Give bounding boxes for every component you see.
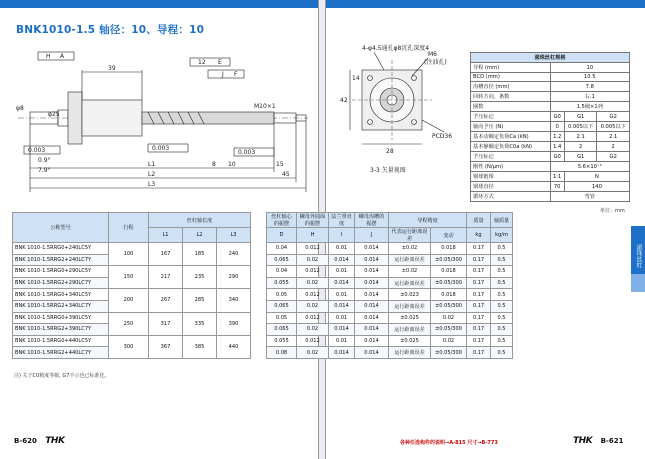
table-cell: ±0.05/300 <box>431 324 467 336</box>
table-cell: 0.5 <box>491 254 513 266</box>
col-runout-h: 螺母外圆面的振摆 <box>297 213 329 228</box>
table-cell: 250 <box>109 312 149 335</box>
col-groove-j: 螺母沟槽的振摆 <box>355 213 389 228</box>
spec-val: 0 <box>550 122 564 132</box>
spec-key: 刚性 (N/μm) <box>471 162 551 172</box>
spec-val: 1.2 <box>550 132 564 142</box>
section-pcd: PCD36 <box>432 133 453 140</box>
dim-39: 39 <box>108 65 116 72</box>
nut-section-view <box>340 40 460 180</box>
col-l2: L2 <box>183 228 217 243</box>
tol-1: 0.003 <box>28 147 46 154</box>
table-cell: 0.065 <box>267 324 297 336</box>
table-cell: 0.5 <box>491 312 513 324</box>
col-fluctuation: 变动 <box>431 228 467 243</box>
section-dim14: 14 <box>352 75 360 82</box>
col-perp-i: 法兰垂直度 <box>329 213 355 228</box>
page-number-left: B-620 <box>14 437 37 445</box>
spec-key: 导程 (mm) <box>471 63 551 73</box>
table-cell: 0.014 <box>329 300 355 312</box>
table-cell: ±0.05/300 <box>431 300 467 312</box>
column-gap <box>251 266 267 289</box>
thk-logo-right: THK <box>573 436 593 446</box>
col-l3: L3 <box>217 228 251 243</box>
spec-val: 1.5圈×1列 <box>550 102 630 112</box>
cross-reference: 各种任选构件的说明→A-815 尺寸→B-773 <box>400 440 498 446</box>
table-cell: 100 <box>109 243 149 266</box>
table-cell: BNK 1010-1.5RRG0+340LC5Y <box>13 289 109 301</box>
section-caption: 3-3 矢量视图 <box>370 167 406 174</box>
table-cell: 285 <box>183 289 217 312</box>
table-cell: BNK 1010-1.5RRG2+390LC7Y <box>13 324 109 336</box>
spec-val: 右,1 <box>550 92 630 102</box>
spec-val: G1 <box>564 112 597 122</box>
col-i: I <box>329 228 355 243</box>
page-title: BNK1010-1.5 轴径：10、导程：10 <box>16 24 205 36</box>
table-cell: 0.17 <box>467 324 491 336</box>
table-cell: 0.014 <box>355 324 389 336</box>
col-d: D <box>267 228 297 243</box>
col-mass: 质量 <box>467 213 491 228</box>
spec-key: 圈数 <box>471 102 551 112</box>
label-f: F <box>234 71 238 78</box>
footer-right <box>573 436 623 446</box>
table-cell: 0.04 <box>267 266 297 278</box>
dim-45: 45 <box>282 171 290 178</box>
spec-val: 10 <box>550 63 630 73</box>
dim-l3: L3 <box>148 181 156 188</box>
table-cell: 0.01 <box>329 312 355 324</box>
table-cell: 运行距离误差 <box>389 254 431 266</box>
spec-key: 基本静额定负荷C0a (kN) <box>471 142 551 152</box>
table-cell: 0.01 <box>329 243 355 255</box>
table-cell: 0.055 <box>267 277 297 289</box>
col-shaft-mass: 轴质量 <box>491 213 513 228</box>
table-cell: 0.02 <box>431 312 467 324</box>
table-cell: 0.014 <box>355 289 389 301</box>
table-cell: 0.01 <box>329 266 355 278</box>
table-cell: 0.014 <box>355 347 389 359</box>
section-hole-label: 4-φ4.5通孔φ8沉孔深度4 <box>362 45 430 52</box>
spec-val: 140 <box>564 182 629 192</box>
table-cell: ±0.023 <box>389 289 431 301</box>
dim-l2: L2 <box>148 171 156 178</box>
dim-phi25: φ25 <box>48 111 60 118</box>
col-lead-accuracy: 导程精度 <box>389 213 467 228</box>
table-cell: 217 <box>149 266 183 289</box>
table-cell: 0.02 <box>297 254 329 266</box>
table-cell: 0.04 <box>267 243 297 255</box>
table-cell: 267 <box>149 289 183 312</box>
side-tab-marker <box>631 274 645 292</box>
column-gap <box>251 243 267 266</box>
table-cell: 440 <box>217 335 251 358</box>
tol-3: 0.003 <box>238 149 256 156</box>
col-kgm: kg/m <box>491 228 513 243</box>
table-cell: BNK 1010-1.5RRG0+240LC5Y <box>13 243 109 255</box>
model-table <box>12 212 513 359</box>
table-cell: 0.065 <box>267 300 297 312</box>
spec-header: 滚珠丝杠规格 <box>471 53 630 63</box>
spec-val: 2 <box>564 142 597 152</box>
ang-2: 7.9° <box>38 167 51 174</box>
table-cell: 0.02 <box>297 300 329 312</box>
table-cell: 0.012 <box>297 335 329 347</box>
table-cell: 0.01 <box>329 335 355 347</box>
col-kg: kg <box>467 228 491 243</box>
spec-key: 钢球直径 <box>471 182 551 192</box>
footer-left <box>14 436 64 446</box>
dim-l1: L1 <box>148 161 156 168</box>
table-cell: 0.014 <box>329 324 355 336</box>
table-cell: ±0.05/300 <box>431 254 467 266</box>
label-e: E <box>218 59 222 66</box>
spec-key: 循环方式 <box>471 192 551 202</box>
tol-2: 0.003 <box>152 145 170 152</box>
spec-val: 5.6×10⁻² <box>550 162 630 172</box>
table-cell: BNK 1010-1.5RRG0+390LC5Y <box>13 312 109 324</box>
spec-val: 0.005以下 <box>597 122 630 132</box>
spec-val: 10.5 <box>550 73 630 82</box>
table-cell: 0.012 <box>297 243 329 255</box>
table-cell: BNK 1010-1.5RRG2+240LC7Y <box>13 254 109 266</box>
spec-val: 1:1 <box>550 172 564 182</box>
table-cell: BNK 1010-1.5RRG0+440LC5Y <box>13 335 109 347</box>
table-cell: 运行距离误差 <box>389 324 431 336</box>
column-gap <box>251 335 267 358</box>
table-cell: 0.5 <box>491 289 513 301</box>
table-cell: 390 <box>217 312 251 335</box>
table-cell: 0.014 <box>355 300 389 312</box>
table-row <box>13 335 513 347</box>
col-l1: L1 <box>149 228 183 243</box>
table-cell: 0.17 <box>467 335 491 347</box>
table-cell: 0.014 <box>355 266 389 278</box>
table-cell: 0.01 <box>329 289 355 301</box>
top-bar-right <box>326 0 645 8</box>
table-cell: 0.17 <box>467 289 491 301</box>
spec-val: 70 <box>550 182 564 192</box>
spec-val: G1 <box>564 152 597 162</box>
dim-8: 8 <box>212 161 216 168</box>
table-cell: 0.17 <box>467 277 491 289</box>
spec-val: 2.1 <box>564 132 597 142</box>
table-cell: 0.014 <box>329 254 355 266</box>
spec-key: 回转方向、条数 <box>471 92 551 102</box>
table-cell: 335 <box>183 312 217 335</box>
table-cell: 0.012 <box>297 289 329 301</box>
table-cell: 0.014 <box>329 347 355 359</box>
table-cell: 167 <box>149 243 183 266</box>
table-cell: ±0.02 <box>389 243 431 255</box>
spec-val: 1.4 <box>550 142 564 152</box>
spec-val: N <box>564 172 629 182</box>
dim-10: 10 <box>228 161 236 168</box>
table-cell: 运行距离误差 <box>389 277 431 289</box>
table-cell: BNK 1010-1.5RRG2+440LC7Y <box>13 347 109 359</box>
dim-15: 15 <box>276 161 284 168</box>
label-h: H <box>46 53 51 60</box>
table-cell: 0.014 <box>355 312 389 324</box>
label-a: A <box>60 53 65 60</box>
table-cell: 0.5 <box>491 347 513 359</box>
table-cell: 0.5 <box>491 324 513 336</box>
table-cell: BNK 1010-1.5RRG0+290LC5Y <box>13 266 109 278</box>
col-j: J <box>355 228 389 243</box>
table-row <box>13 312 513 324</box>
table-cell: 317 <box>149 312 183 335</box>
col-travel-error: 代表运行距离误差 <box>389 228 431 243</box>
table-cell: 0.5 <box>491 335 513 347</box>
table-cell: 0.065 <box>267 254 297 266</box>
table-cell: 0.5 <box>491 266 513 278</box>
top-bar-left <box>0 0 318 8</box>
side-tab: 滚珠丝杠 <box>631 226 645 286</box>
table-cell: 0.014 <box>355 335 389 347</box>
table-cell: 300 <box>109 335 149 358</box>
dim-phi8: φ8 <box>16 105 24 112</box>
table-cell: 0.012 <box>297 312 329 324</box>
label-j: J <box>222 71 224 78</box>
table-cell: 240 <box>217 243 251 266</box>
table-cell: 340 <box>217 289 251 312</box>
table-cell: 运行距离误差 <box>389 300 431 312</box>
table-cell: 0.055 <box>267 335 297 347</box>
section-m6: M6 <box>428 51 437 58</box>
table-cell: 0.17 <box>467 300 491 312</box>
table-cell: BNK 1010-1.5RRG2+340LC7Y <box>13 300 109 312</box>
spec-val: G2 <box>597 112 630 122</box>
table-cell: 0.5 <box>491 277 513 289</box>
table-cell: 235 <box>183 266 217 289</box>
table-cell: BNK 1010-1.5RRG2+290LC7Y <box>13 277 109 289</box>
col-stroke: 行程 <box>109 213 149 243</box>
table-cell: 0.5 <box>491 243 513 255</box>
table-cell: ±0.05/300 <box>431 277 467 289</box>
section-dim42: 42 <box>340 97 348 104</box>
spec-val: G2 <box>597 152 630 162</box>
table-row <box>13 266 513 278</box>
spec-key: 予压标记 <box>471 112 551 122</box>
table-cell: 0.05 <box>267 312 297 324</box>
col-shaft-length: 丝杠轴长度 <box>149 213 251 228</box>
table-cell: ±0.025 <box>389 335 431 347</box>
table-cell: 0.014 <box>355 243 389 255</box>
table-cell: 0.17 <box>467 254 491 266</box>
ball-screw-drawing <box>8 40 316 205</box>
table-cell: 0.018 <box>431 243 467 255</box>
dim-12: 12 <box>198 59 206 66</box>
column-gap <box>251 312 267 335</box>
spec-key: 予压标记 <box>471 152 551 162</box>
page-number-right: B-621 <box>600 437 624 445</box>
table-cell: 0.17 <box>467 243 491 255</box>
table-cell: 0.17 <box>467 312 491 324</box>
spec-key: 轴向予压 (N) <box>471 122 551 132</box>
spec-table <box>470 52 630 202</box>
table-cell: 185 <box>183 243 217 266</box>
section-dim28: 28 <box>386 148 394 155</box>
table-cell: 0.02 <box>431 335 467 347</box>
table-cell: 200 <box>109 289 149 312</box>
ang-1: 0.9° <box>38 157 51 164</box>
table-cell: ±0.025 <box>389 312 431 324</box>
table-cell: 0.02 <box>297 277 329 289</box>
table-cell: 0.014 <box>329 277 355 289</box>
section-oil: (注油孔) <box>424 59 447 66</box>
table-cell: 运行距离误差 <box>389 347 431 359</box>
table-cell: 0.17 <box>467 347 491 359</box>
table-cell: ±0.05/300 <box>431 347 467 359</box>
table-cell: 0.014 <box>355 254 389 266</box>
table-cell: 0.018 <box>431 266 467 278</box>
col-model: 公称型号 <box>13 213 109 243</box>
spec-val: 2.1 <box>597 132 630 142</box>
table-cell: 0.02 <box>297 347 329 359</box>
table-cell: 367 <box>149 335 183 358</box>
spec-key: 钢球链珠 <box>471 172 551 182</box>
table-cell: 0.018 <box>431 289 467 301</box>
unit-note: 单位：mm <box>600 208 625 214</box>
spec-key: 沟槽直径 (mm) <box>471 82 551 92</box>
table-cell: 0.08 <box>267 347 297 359</box>
footnote: 注) 关于C0精度等级, G7不示也已标准化。 <box>14 373 110 379</box>
dim-m10: M10×1 <box>254 103 276 110</box>
column-gap <box>251 289 267 312</box>
spec-key: 基本动额定负荷Ca (kN) <box>471 132 551 142</box>
table-cell: 0.05 <box>267 289 297 301</box>
col-h: H <box>297 228 329 243</box>
spec-val: G0 <box>550 152 564 162</box>
spec-val: 0.005以下 <box>564 122 597 132</box>
thk-logo-left: THK <box>45 436 65 446</box>
table-row <box>13 243 513 255</box>
table-cell: 0.02 <box>297 324 329 336</box>
table-cell: 0.014 <box>355 277 389 289</box>
table-cell: 0.012 <box>297 266 329 278</box>
table-cell: 0.5 <box>491 300 513 312</box>
spec-val: 2 <box>597 142 630 152</box>
table-cell: 385 <box>183 335 217 358</box>
table-cell: ±0.02 <box>389 266 431 278</box>
spec-key: BCD (mm) <box>471 73 551 82</box>
spec-val: 7.8 <box>550 82 630 92</box>
spec-val: G0 <box>550 112 564 122</box>
table-cell: 150 <box>109 266 149 289</box>
table-cell: 290 <box>217 266 251 289</box>
spec-val: 弯管 <box>550 192 630 202</box>
table-cell: 0.17 <box>467 266 491 278</box>
col-runout-d: 丝杠轴心的振摆 <box>267 213 297 228</box>
table-row <box>13 289 513 301</box>
